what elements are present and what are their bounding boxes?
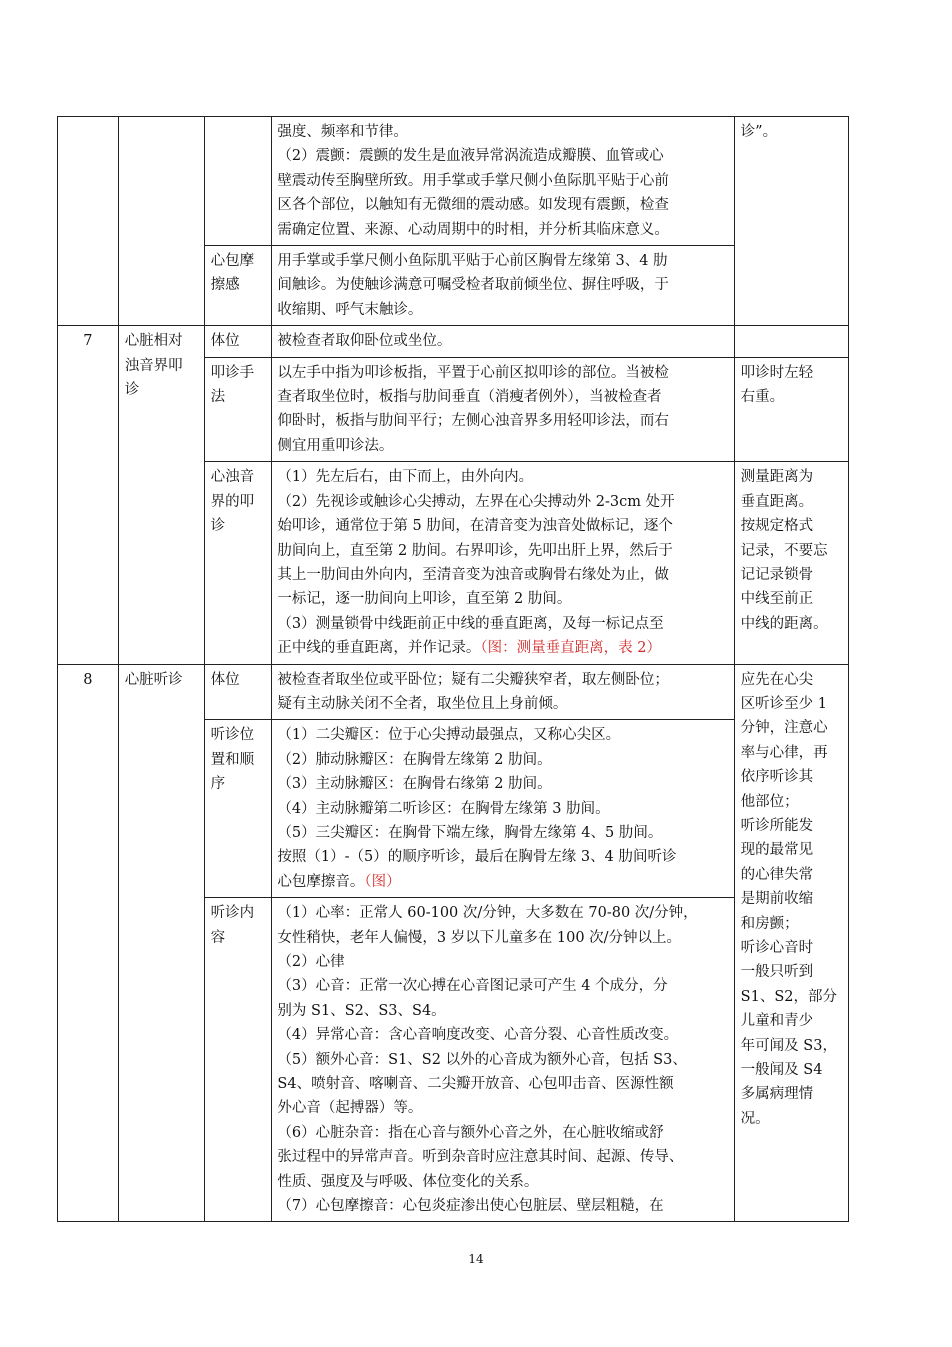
text-line: 别为 S1、S2、S3、S4。 bbox=[277, 1002, 446, 1019]
figure-reference: （图：测量垂直距离，表 2） bbox=[480, 640, 662, 657]
note-line: 分钟，注意心 bbox=[740, 720, 828, 737]
subitem-line: 序 bbox=[210, 776, 226, 793]
text-line: S4、喷射音、喀喇音、二尖瓣开放音、心包叩击音、医源性额 bbox=[277, 1076, 674, 1093]
item-cell bbox=[118, 326, 204, 664]
text-line: 区各个部位，以触知有无微细的震动感。如发现有震颤，检查 bbox=[277, 197, 669, 214]
text-line: 外心音（起搏器）等。 bbox=[277, 1100, 423, 1117]
text-line: （2）震颤：震颤的发生是血液异常涡流造成瓣膜、血管或心 bbox=[277, 148, 664, 165]
text-line: 强度、频率和节律。 bbox=[277, 124, 408, 140]
table-row bbox=[58, 117, 849, 246]
note-cell bbox=[734, 462, 848, 664]
text-line: 女性稍快，老年人偏慢，3 岁以下儿童多在 100 次/分钟以上。 bbox=[277, 929, 682, 946]
note-line: 按规定格式 bbox=[740, 518, 814, 535]
subitem-line: 置和顺 bbox=[210, 751, 255, 768]
text-fragment: 正中线的垂直距离，并作记录。 bbox=[277, 640, 481, 657]
text-line: （3）心音：正常一次心搏在心音图记录可产生 4 个成分，分 bbox=[277, 978, 668, 995]
subitem-cell bbox=[204, 462, 272, 664]
note-line: 听诊所能发 bbox=[740, 817, 814, 834]
subitem-line: 界的叩 bbox=[210, 493, 255, 510]
note-line: 垂直距离。 bbox=[740, 493, 814, 510]
content-cell bbox=[272, 720, 734, 898]
subitem-line: 心浊音 bbox=[210, 469, 255, 486]
text-line: （1）二尖瓣区：位于心尖搏动最强点，又称心尖区。 bbox=[277, 727, 621, 744]
text-line: （3）测量锁骨中线距前正中线的垂直距离，及每一标记点至 bbox=[277, 615, 664, 632]
note-line: 年可闻及 S3， bbox=[740, 1037, 837, 1054]
text-line: 收缩期、呼气末触诊。 bbox=[277, 301, 423, 318]
note-line: 测量距离为 bbox=[740, 469, 814, 486]
text-line: 仰卧时，板指与肋间平行；左侧心浊音界多用轻叩诊法，而右 bbox=[277, 413, 669, 430]
item-line: 心脏听诊 bbox=[124, 671, 183, 688]
note-line: 应先在心尖 bbox=[740, 671, 814, 688]
content-cell bbox=[272, 357, 734, 462]
text-fragment: 心包摩擦音。 bbox=[277, 873, 365, 890]
number-cell bbox=[58, 326, 119, 664]
subitem-line: 听诊内 bbox=[210, 905, 255, 922]
text-line: 用手掌或手掌尺侧小鱼际肌平贴于心前区胸骨左缘第 3、4 肋 bbox=[277, 253, 668, 270]
note-line: 听诊心音时 bbox=[740, 940, 814, 956]
text-line: 疑有主动脉关闭不全者，取坐位且上身前倾。 bbox=[277, 695, 568, 712]
note-line: 一般闻及 S4 bbox=[740, 1062, 823, 1079]
item-cell bbox=[118, 664, 204, 1222]
note-line: 中线至前正 bbox=[740, 591, 814, 608]
text-line: 按照（1）-（5）的顺序听诊，最后在胸骨左缘 3、4 肋间听诊 bbox=[277, 849, 677, 866]
note-line: 多属病理情 bbox=[740, 1086, 814, 1103]
subitem-line: 法 bbox=[210, 389, 226, 406]
note-line: 依序听诊其 bbox=[740, 769, 814, 786]
text-line: 需确定位置、来源、心动周期中的时相，并分析其临床意义。 bbox=[277, 221, 669, 238]
subitem-line: 叩诊手 bbox=[210, 364, 255, 381]
text-line: 间触诊。为使触诊满意可嘱受检者取前倾坐位、摒住呼吸，于 bbox=[277, 277, 669, 294]
subitem-cell bbox=[204, 326, 272, 357]
text-line: （6）心脏杂音：指在心音与额外心音之外，在心脏收缩或舒 bbox=[277, 1124, 664, 1141]
text-line: 肋间向上，直至第 2 肋间。右界叩诊，先叩出肝上界，然后于 bbox=[277, 542, 673, 559]
table-row bbox=[58, 326, 849, 357]
subitem-line: 体位 bbox=[210, 671, 240, 688]
subitem-line: 诊 bbox=[210, 518, 226, 535]
note-line: 一般只听到 bbox=[740, 964, 814, 981]
text-line: 始叩诊，通常位于第 5 肋间，在清音变为浊音处做标记，逐个 bbox=[277, 518, 673, 535]
number-cell bbox=[58, 117, 119, 326]
number-cell bbox=[58, 664, 119, 1222]
text-line: 壁震动传至胸壁所致。用手掌或手掌尺侧小鱼际肌平贴于心前 bbox=[277, 172, 669, 189]
subitem-line: 听诊位 bbox=[210, 727, 255, 744]
text-line: （2）先视诊或触诊心尖搏动，左界在心尖搏动外 2-3cm 处开 bbox=[277, 493, 675, 510]
text-line: （2）肺动脉瓣区：在胸骨左缘第 2 肋间。 bbox=[277, 751, 552, 768]
text-line: （1）先左后右，由下而上，由外向内。 bbox=[277, 469, 534, 486]
note-line: 区听诊至少 1 bbox=[740, 695, 828, 712]
text-line: （4）异常心音：含心音响度改变、心音分裂、心音性质改变。 bbox=[277, 1027, 679, 1044]
subitem-cell bbox=[204, 246, 272, 326]
subitem-cell bbox=[204, 898, 272, 1222]
note-line: 右重。 bbox=[740, 389, 785, 406]
note-line: 率与心律，再 bbox=[740, 744, 828, 761]
text-line: 被检查者取仰卧位或坐位。 bbox=[277, 333, 452, 350]
text-line: 侧宜用重叩诊法。 bbox=[277, 437, 394, 454]
text-line: 以左手中指为叩诊板指，平置于心前区拟叩诊的部位。当被检 bbox=[277, 364, 669, 381]
note-cell bbox=[734, 117, 848, 326]
text-line: 一标记，逐一肋间向上叩诊，直至第 2 肋间。 bbox=[277, 591, 572, 608]
note-line: 的心律失常 bbox=[740, 866, 814, 883]
subitem-line: 体位 bbox=[210, 333, 240, 350]
note-line: 现的最常见 bbox=[740, 842, 814, 859]
item-number: 7 bbox=[83, 333, 93, 350]
note-line: 他部位； bbox=[740, 793, 799, 810]
content-cell bbox=[272, 326, 734, 357]
item-line: 诊 bbox=[124, 382, 140, 399]
text-line: 性质、强度及与呼吸、体位变化的关系。 bbox=[277, 1173, 539, 1190]
text-line bbox=[277, 870, 728, 894]
subitem-cell bbox=[204, 117, 272, 246]
item-line: 浊音界叩 bbox=[124, 357, 183, 374]
note-cell bbox=[734, 357, 848, 462]
content-cell bbox=[272, 664, 734, 720]
content-cell bbox=[272, 462, 734, 664]
text-line: 被检查者取坐位或平卧位；疑有二尖瓣狭窄者，取左侧卧位； bbox=[277, 671, 669, 688]
note-line: 诊”。 bbox=[740, 124, 778, 140]
subitem-line: 擦感 bbox=[210, 277, 240, 294]
text-line: （5）三尖瓣区：在胸骨下端左缘，胸骨左缘第 4、5 肋间。 bbox=[277, 824, 663, 841]
note-cell bbox=[734, 326, 848, 357]
note-line: 和房颤； bbox=[740, 915, 799, 932]
text-line bbox=[277, 636, 728, 660]
text-line: （4）主动脉瓣第二听诊区：在胸骨左缘第 3 肋间。 bbox=[277, 800, 610, 817]
content-cell bbox=[272, 246, 734, 326]
text-line: （3）主动脉瓣区：在胸骨右缘第 2 肋间。 bbox=[277, 776, 552, 793]
item-line: 心脏相对 bbox=[124, 333, 183, 350]
exam-procedure-table bbox=[57, 116, 849, 1222]
content-cell bbox=[272, 898, 734, 1222]
subitem-cell bbox=[204, 720, 272, 898]
figure-reference: （图） bbox=[364, 873, 401, 890]
subitem-line: 容 bbox=[210, 929, 226, 946]
subitem-cell bbox=[204, 664, 272, 720]
item-number: 8 bbox=[83, 671, 93, 688]
note-cell bbox=[734, 664, 848, 1222]
note-line: 中线的距离。 bbox=[740, 615, 828, 632]
text-line: （5）额外心音：S1、S2 以外的心音成为额外心音，包括 S3、 bbox=[277, 1051, 687, 1068]
subitem-line: 心包摩 bbox=[210, 253, 255, 270]
text-line: 查者取坐位时，板指与肋间垂直（消瘦者例外），当被检查者 bbox=[277, 389, 662, 406]
subitem-cell bbox=[204, 357, 272, 462]
content-cell bbox=[272, 117, 734, 246]
text-line: （2）心律 bbox=[277, 954, 345, 970]
table-row bbox=[58, 664, 849, 720]
note-line: 儿童和青少 bbox=[740, 1013, 814, 1030]
text-line: 其上一肋间由外向内，至清音变为浊音或胸骨右缘处为止，做 bbox=[277, 566, 669, 583]
note-line: 叩诊时左轻 bbox=[740, 364, 814, 381]
note-line: 况。 bbox=[740, 1110, 770, 1127]
note-line: 是期前收缩 bbox=[740, 891, 814, 908]
note-line: 记记录锁骨 bbox=[740, 566, 814, 583]
item-cell bbox=[118, 117, 204, 326]
page-number: 14 bbox=[468, 1252, 484, 1266]
text-line: （1）心率：正常人 60-100 次/分钟，大多数在 70-80 次/分钟， bbox=[277, 905, 698, 922]
note-line: S1、S2，部分 bbox=[740, 988, 837, 1005]
text-line: （7）心包摩擦音：心包炎症渗出使心包脏层、壁层粗糙，在 bbox=[277, 1198, 664, 1215]
text-line: 张过程中的异常声音。听到杂音时应注意其时间、起源、传导、 bbox=[277, 1149, 684, 1166]
note-line: 记录，不要忘 bbox=[740, 542, 828, 559]
